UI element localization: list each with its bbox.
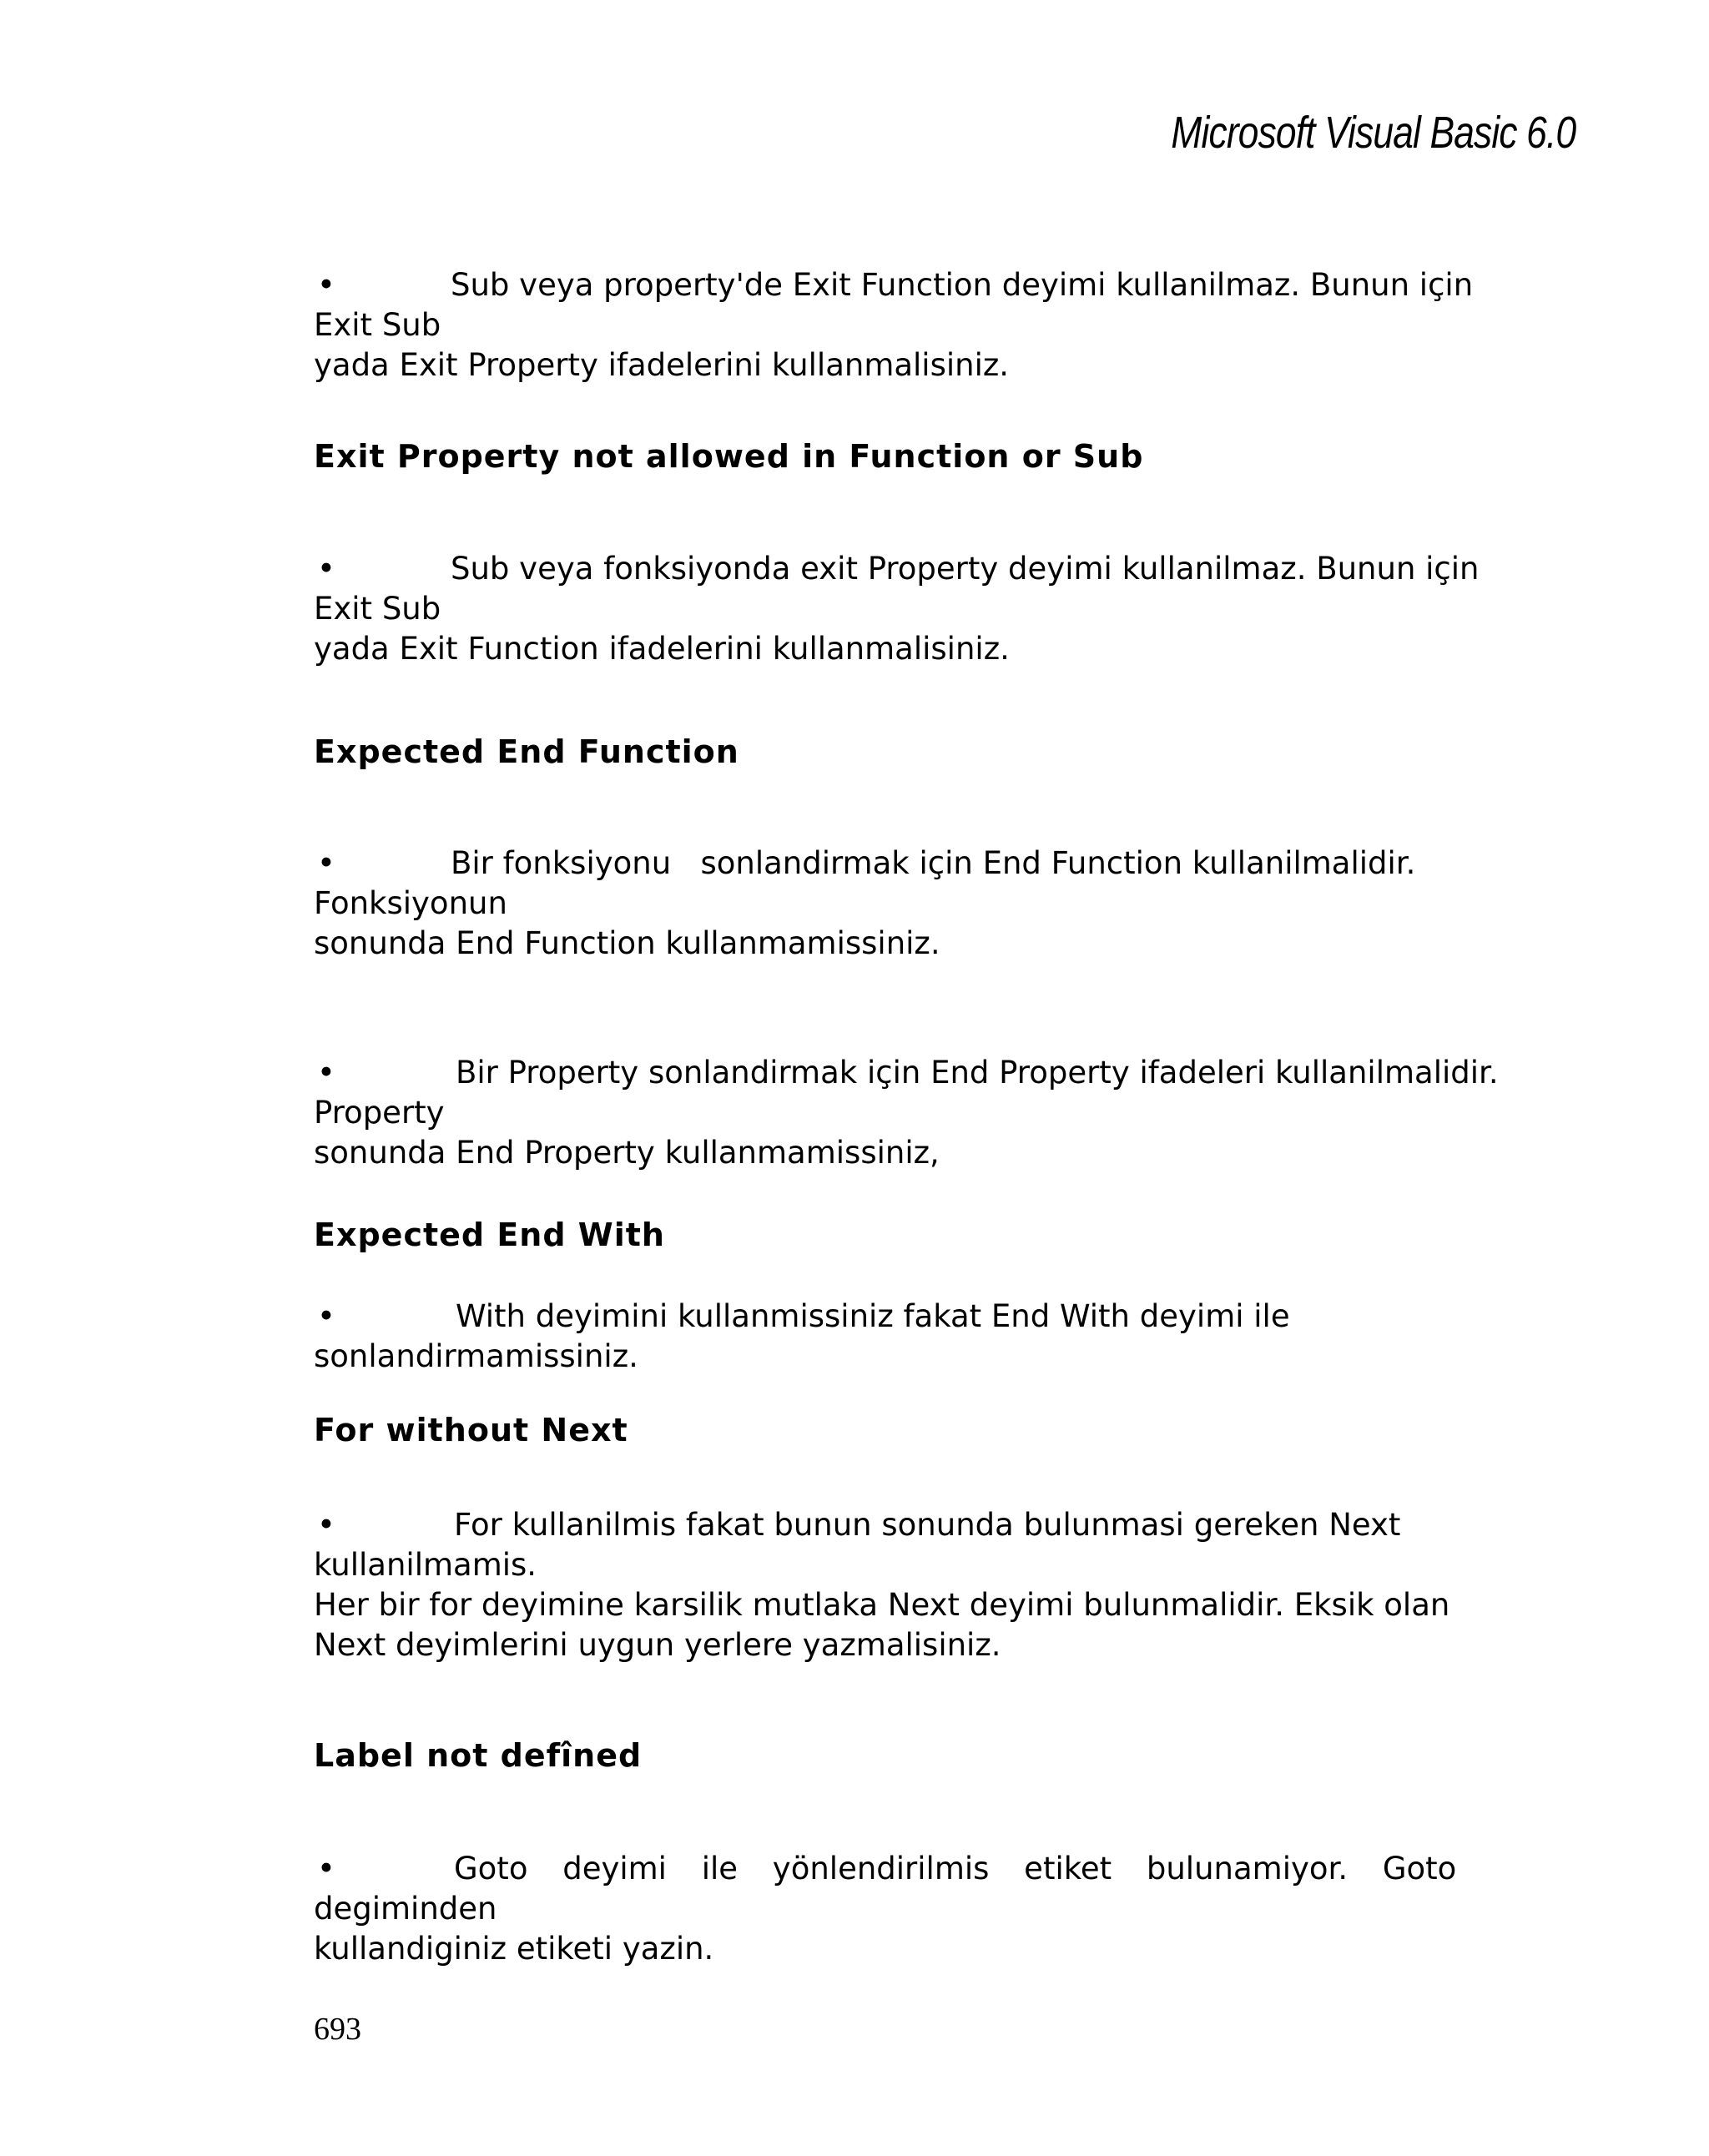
bullet-line	[314, 844, 1524, 884]
bullet-marker: •	[317, 551, 335, 587]
wrap-line: Exit Sub	[314, 591, 441, 627]
continuation-line: sonunda End Property kullanmamissiniz,	[314, 1135, 940, 1171]
paragraph-end-function	[314, 844, 1524, 964]
bullet-line	[314, 1297, 1524, 1337]
section-heading-expected-end-function: Expected End Function	[314, 733, 739, 770]
continuation-line: Her bir for deyimine karsilik mutlaka Next deyimi bulunmalidir. Eksik olan	[314, 1587, 1450, 1623]
paragraph-label-not-defined	[314, 1849, 1524, 1969]
page-number: 693	[314, 2012, 361, 2047]
continuation-line: sonunda End Function kullanmamissiniz.	[314, 925, 940, 961]
bullet-text: Bir Property sonlandirmak için End Property ifadeleri kullanilmalidir.	[456, 1055, 1499, 1091]
bullet-marker: •	[317, 1055, 335, 1091]
bullet-line	[314, 1053, 1524, 1093]
continuation-line: yada Exit Function ifadelerini kullanmalisiniz.	[314, 631, 1010, 667]
wrap-line: Fonksiyonun	[314, 885, 507, 921]
bullet-text: With deyimini kullanmissiniz fakat End With deyimi ile	[456, 1298, 1290, 1334]
wrap-line: sonlandirmamissiniz.	[314, 1338, 638, 1374]
section-heading-exit-property: Exit Property not allowed in Function or Sub	[314, 438, 1144, 475]
paragraph-exit-property	[314, 549, 1524, 669]
bullet-line	[314, 1505, 1524, 1545]
bullet-marker: •	[317, 845, 335, 881]
wrap-line: Exit Sub	[314, 307, 441, 343]
continuation-line: yada Exit Property ifadelerini kullanmalisiniz.	[314, 347, 1010, 383]
wrap-line: kullanilmamis.	[314, 1547, 537, 1583]
bullet-marker: •	[317, 1507, 335, 1543]
continuation-line: kullandiginiz etiketi yazin.	[314, 1931, 714, 1967]
running-header: Microsoft Visual Basic 6.0	[1171, 108, 1575, 158]
section-heading-expected-end-with: Expected End With	[314, 1217, 665, 1253]
continuation-line-2: Next deyimlerini uygun yerlere yazmalisiniz.	[314, 1627, 1001, 1663]
bullet-line	[314, 549, 1524, 589]
bullet-marker: •	[317, 1851, 335, 1886]
bullet-line	[314, 265, 1524, 305]
section-heading-for-without-next: For without Next	[314, 1412, 628, 1448]
bullet-text: Bir fonksiyonu sonlandirmak için End Function kullanilmalidir.	[451, 845, 1416, 881]
bullet-text: Goto deyimi ile yönlendirilmis etiket bulunamiyor. Goto	[454, 1851, 1457, 1886]
bullet-marker: •	[317, 267, 335, 303]
bullet-marker: •	[317, 1298, 335, 1334]
bullet-line	[314, 1849, 1524, 1889]
paragraph-exit-function	[314, 265, 1524, 385]
wrap-line: degiminden	[314, 1891, 497, 1927]
bullet-text: Sub veya fonksiyonda exit Property deyimi kullanilmaz. Bunun için	[451, 551, 1480, 587]
bullet-text: For kullanilmis fakat bunun sonunda bulunmasi gereken Next	[454, 1507, 1401, 1543]
paragraph-end-with	[314, 1297, 1524, 1377]
bullet-text: Sub veya property'de Exit Function deyimi kullanilmaz. Bunun için	[451, 267, 1474, 303]
paragraph-for-next	[314, 1505, 1524, 1665]
paragraph-end-property	[314, 1053, 1524, 1173]
section-heading-label-not-defined: Label not defîned	[314, 1737, 643, 1774]
wrap-line: Property	[314, 1095, 445, 1131]
